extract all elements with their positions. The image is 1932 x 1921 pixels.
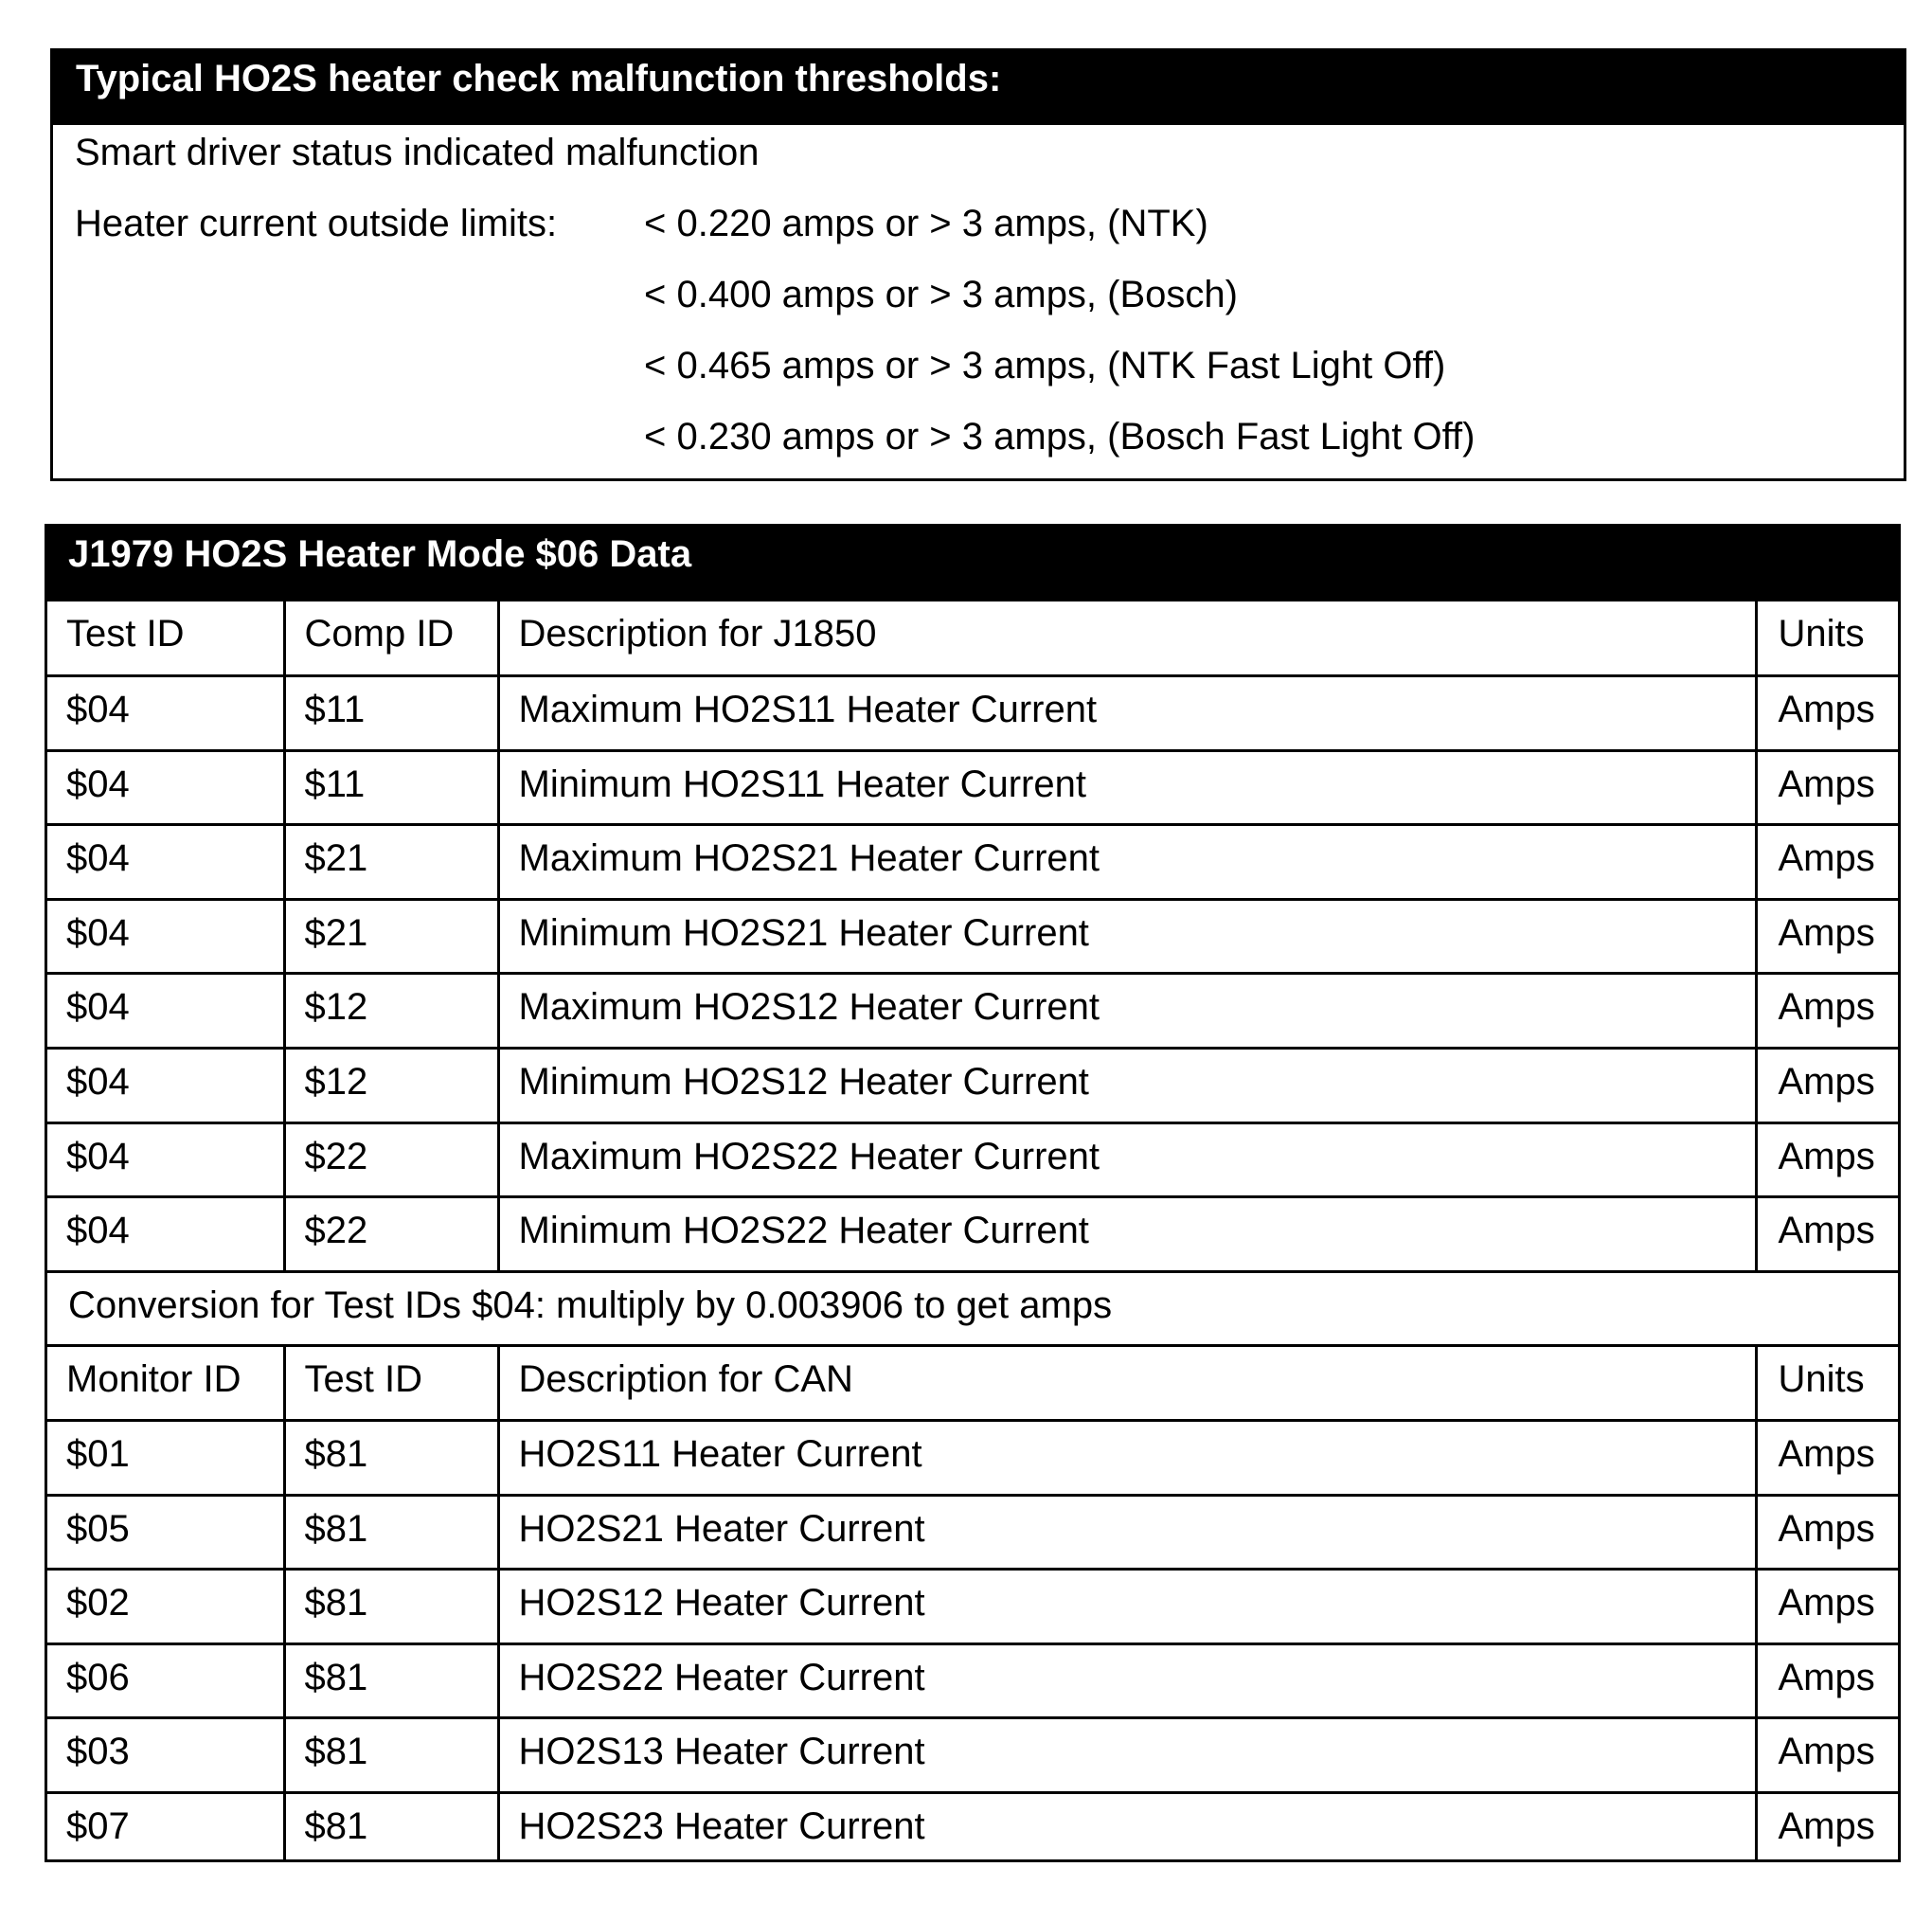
table-cell: $11 [284, 750, 498, 825]
table-cell: $04 [47, 750, 284, 825]
limit-ntk-fast-light-off: < 0.465 amps or > 3 amps, (NTK Fast Light Off) [644, 345, 1446, 386]
table-cell: $21 [284, 899, 498, 974]
conversion-note: Conversion for Test IDs $04: multiply by 0.003906 to get amps [47, 1271, 1898, 1346]
table-row [47, 1570, 1898, 1644]
table-header-cell: Description for CAN [498, 1346, 1756, 1421]
table-cell: HO2S23 Heater Current [498, 1793, 1756, 1863]
table-cell: $07 [47, 1793, 284, 1863]
table-header-cell: Units [1756, 1346, 1898, 1421]
conversion-row [47, 1271, 1898, 1346]
table-cell: Maximum HO2S11 Heater Current [498, 676, 1756, 751]
table-cell: $04 [47, 1197, 284, 1272]
table-cell: HO2S21 Heater Current [498, 1495, 1756, 1570]
table-cell: Minimum HO2S11 Heater Current [498, 750, 1756, 825]
table-cell: Minimum HO2S22 Heater Current [498, 1197, 1756, 1272]
thresholds-title: Typical HO2S heater check malfunction thresholds: [53, 51, 1904, 125]
table-cell: $21 [284, 825, 498, 900]
table-cell: Minimum HO2S12 Heater Current [498, 1049, 1756, 1123]
table-header-cell: Test ID [284, 1346, 498, 1421]
heater-current-label: Heater current outside limits: [75, 203, 558, 244]
table-cell: Amps [1756, 1643, 1898, 1718]
table-row [47, 1197, 1898, 1272]
table-cell: $81 [284, 1793, 498, 1863]
table-cell: Maximum HO2S21 Heater Current [498, 825, 1756, 900]
table-cell: Amps [1756, 1718, 1898, 1793]
table-row [47, 676, 1898, 751]
table-cell: $81 [284, 1718, 498, 1793]
table-cell: Amps [1756, 1421, 1898, 1496]
table-header-cell: Monitor ID [47, 1346, 284, 1421]
table-row [47, 1421, 1898, 1496]
mode06-table [47, 601, 1898, 1862]
table-cell: Amps [1756, 750, 1898, 825]
table-cell: $04 [47, 899, 284, 974]
limit-ntk: < 0.220 amps or > 3 amps, (NTK) [644, 203, 1208, 244]
table-cell: $81 [284, 1643, 498, 1718]
mode06-box [45, 524, 1901, 1862]
table-row [47, 750, 1898, 825]
table-cell: $01 [47, 1421, 284, 1496]
thresholds-box [50, 48, 1906, 481]
table-cell: Amps [1756, 1793, 1898, 1863]
table-cell: HO2S13 Heater Current [498, 1718, 1756, 1793]
table-row [47, 1495, 1898, 1570]
table-cell: Amps [1756, 1570, 1898, 1644]
table-row [47, 1122, 1898, 1197]
table-cell: Maximum HO2S12 Heater Current [498, 974, 1756, 1049]
limit-bosch-fast-light-off: < 0.230 amps or > 3 amps, (Bosch Fast Light Off) [644, 416, 1476, 458]
table-cell: Maximum HO2S22 Heater Current [498, 1122, 1756, 1197]
table-cell: $06 [47, 1643, 284, 1718]
table-cell: $05 [47, 1495, 284, 1570]
table-cell: $81 [284, 1495, 498, 1570]
table-cell: Amps [1756, 1049, 1898, 1123]
can-header-row [47, 1346, 1898, 1421]
limit-bosch: < 0.400 amps or > 3 amps, (Bosch) [644, 274, 1238, 315]
table-cell: $02 [47, 1570, 284, 1644]
table-cell: Amps [1756, 1197, 1898, 1272]
table-cell: $12 [284, 974, 498, 1049]
table-header-cell: Description for J1850 [498, 601, 1756, 676]
table-cell: $04 [47, 974, 284, 1049]
table-header-cell: Comp ID [284, 601, 498, 676]
table-cell: Amps [1756, 1495, 1898, 1570]
table-cell: Amps [1756, 676, 1898, 751]
table-row [47, 1049, 1898, 1123]
table-cell: Amps [1756, 899, 1898, 974]
table-cell: $22 [284, 1122, 498, 1197]
table-cell: HO2S12 Heater Current [498, 1570, 1756, 1644]
table-cell: HO2S11 Heater Current [498, 1421, 1756, 1496]
table-cell: $81 [284, 1421, 498, 1496]
table-row [47, 825, 1898, 900]
table-header-cell: Units [1756, 601, 1898, 676]
table-cell: Amps [1756, 974, 1898, 1049]
table-row [47, 1718, 1898, 1793]
table-cell: $03 [47, 1718, 284, 1793]
table-cell: $04 [47, 1049, 284, 1123]
table-row [47, 974, 1898, 1049]
table-cell: $04 [47, 825, 284, 900]
table-header-cell: Test ID [47, 601, 284, 676]
table-cell: $12 [284, 1049, 498, 1123]
table-cell: $81 [284, 1570, 498, 1644]
table-cell: HO2S22 Heater Current [498, 1643, 1756, 1718]
table-row [47, 1793, 1898, 1863]
table-cell: $04 [47, 676, 284, 751]
table-cell: Minimum HO2S21 Heater Current [498, 899, 1756, 974]
smart-driver-text: Smart driver status indicated malfunction [75, 132, 760, 173]
table-row [47, 1643, 1898, 1718]
table-cell: Amps [1756, 1122, 1898, 1197]
mode06-title: J1979 HO2S Heater Mode $06 Data [47, 527, 1898, 601]
table-cell: $04 [47, 1122, 284, 1197]
j1850-header-row [47, 601, 1898, 676]
table-row [47, 899, 1898, 974]
table-cell: Amps [1756, 825, 1898, 900]
table-cell: $11 [284, 676, 498, 751]
table-cell: $22 [284, 1197, 498, 1272]
